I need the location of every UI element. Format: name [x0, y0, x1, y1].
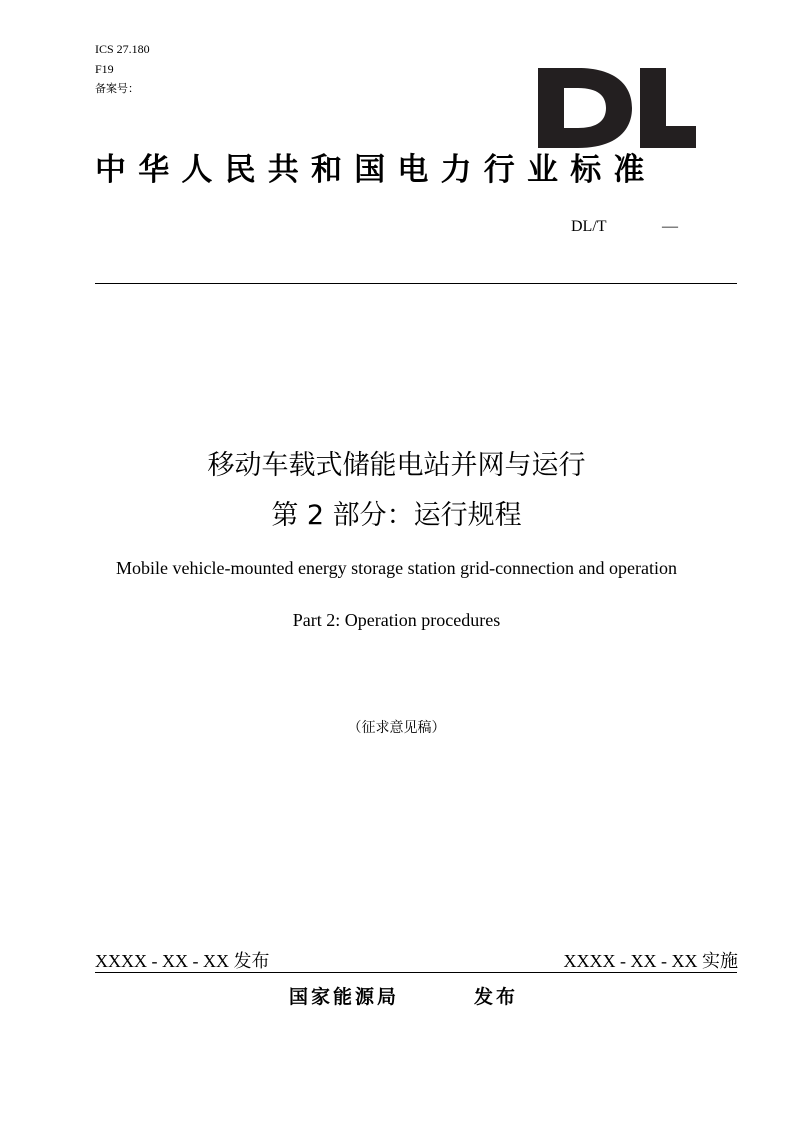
dl-logo: [536, 66, 698, 150]
issuing-authority: 国家能源局: [289, 986, 400, 1008]
standard-category-title: 中华人民共和国电力行业标准: [95, 152, 657, 188]
title-en-line1: Mobile vehicle-mounted energy storage station grid-connection and operation: [116, 558, 677, 578]
dl-logo-d: [538, 68, 632, 148]
issue-action: 发布: [474, 986, 519, 1008]
header-rule: [95, 283, 737, 284]
dl-logo-l: [640, 68, 696, 148]
ccs-code: F19: [95, 62, 114, 76]
draft-note: （征求意见稿）: [347, 720, 446, 736]
title-en-line2: Part 2: Operation procedures: [292, 610, 501, 630]
issue-date: XXXX - XX - XX 发布: [95, 951, 270, 971]
ics-code: ICS 27.180: [95, 42, 150, 56]
implementation-date: XXXX - XX - XX 实施: [563, 951, 738, 971]
filing-number-label: 备案号：: [95, 82, 139, 95]
title-cn-line2: 第 2 部分：运行规程: [271, 500, 522, 531]
standard-number-dash: —: [662, 218, 678, 235]
footer-rule: [95, 972, 737, 973]
standard-number-prefix: DL/T: [571, 218, 607, 235]
title-cn-line1: 移动车载式储能电站并网与运行: [207, 450, 586, 481]
